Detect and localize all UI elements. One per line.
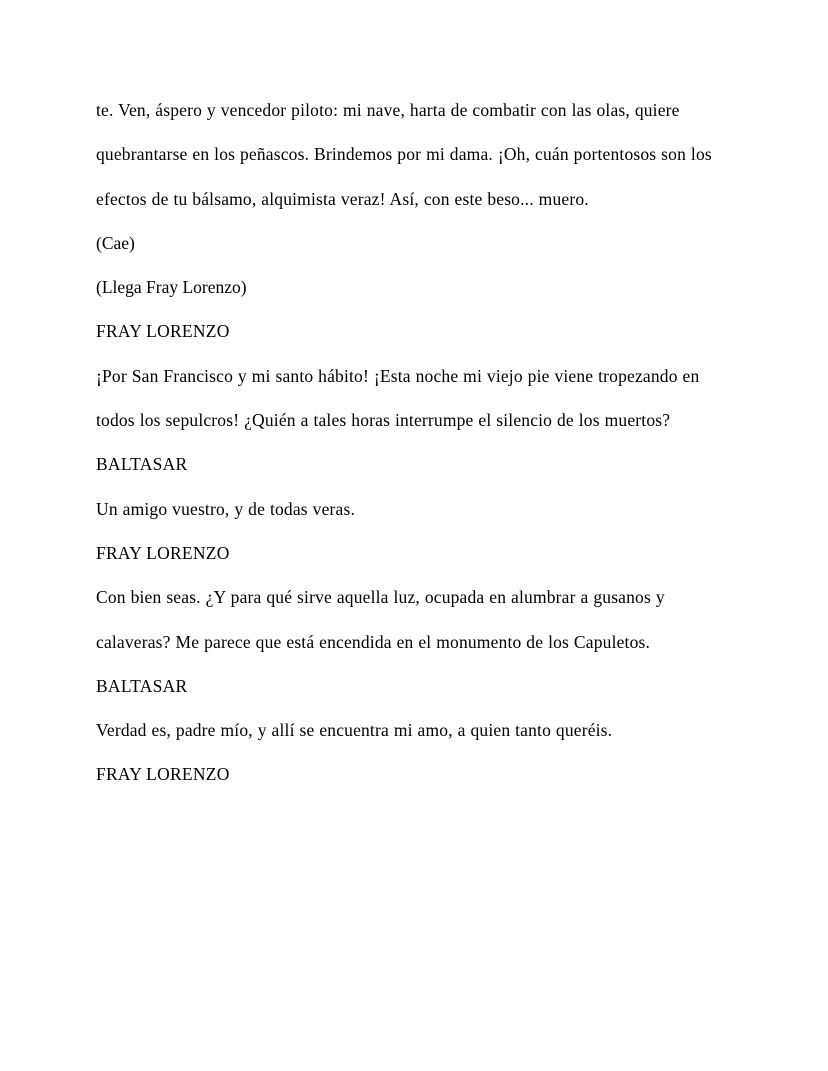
speaker-name: FRAY LORENZO [96,764,230,785]
dialogue-paragraph: ¡Por San Francisco y mi santo hábito! ¡Esta noche mi viejo pie viene tropezando en todos los sepulcros! ¿Quién a tales horas interrumpe el silencio de los muertos? [96,365,705,431]
dialogue-paragraph: Con bien seas. ¿Y para qué sirve aquella luz, ocupada en alumbrar a gusanos y calaveras? Me parece que está encendida en el monumento de los Capuletos. [96,587,670,652]
speaker-name: BALTASAR [96,675,188,696]
speaker-name: BALTASAR [96,454,188,475]
dialogue-paragraph: Un amigo vuestro, y de todas veras. [96,498,356,519]
stage-direction: (Llega Fray Lorenzo) [96,277,247,298]
speaker-name: FRAY LORENZO [96,542,230,563]
dialogue-paragraph: Verdad es, padre mío, y allí se encuentra mi amo, a quien tanto queréis. [96,720,613,741]
speaker-name: FRAY LORENZO [96,321,230,342]
dialogue-paragraph: te. Ven, áspero y vencedor piloto: mi nave, harta de combatir con las olas, quiere quebrantarse en los peñascos. Brindemos por mi dama. ¡Oh, cuán portentosos son los efectos de tu bálsamo, alquimista veraz! Así, con este beso... muero. [96,100,717,209]
stage-direction: (Cae) [96,232,135,253]
document-body [96,88,732,797]
